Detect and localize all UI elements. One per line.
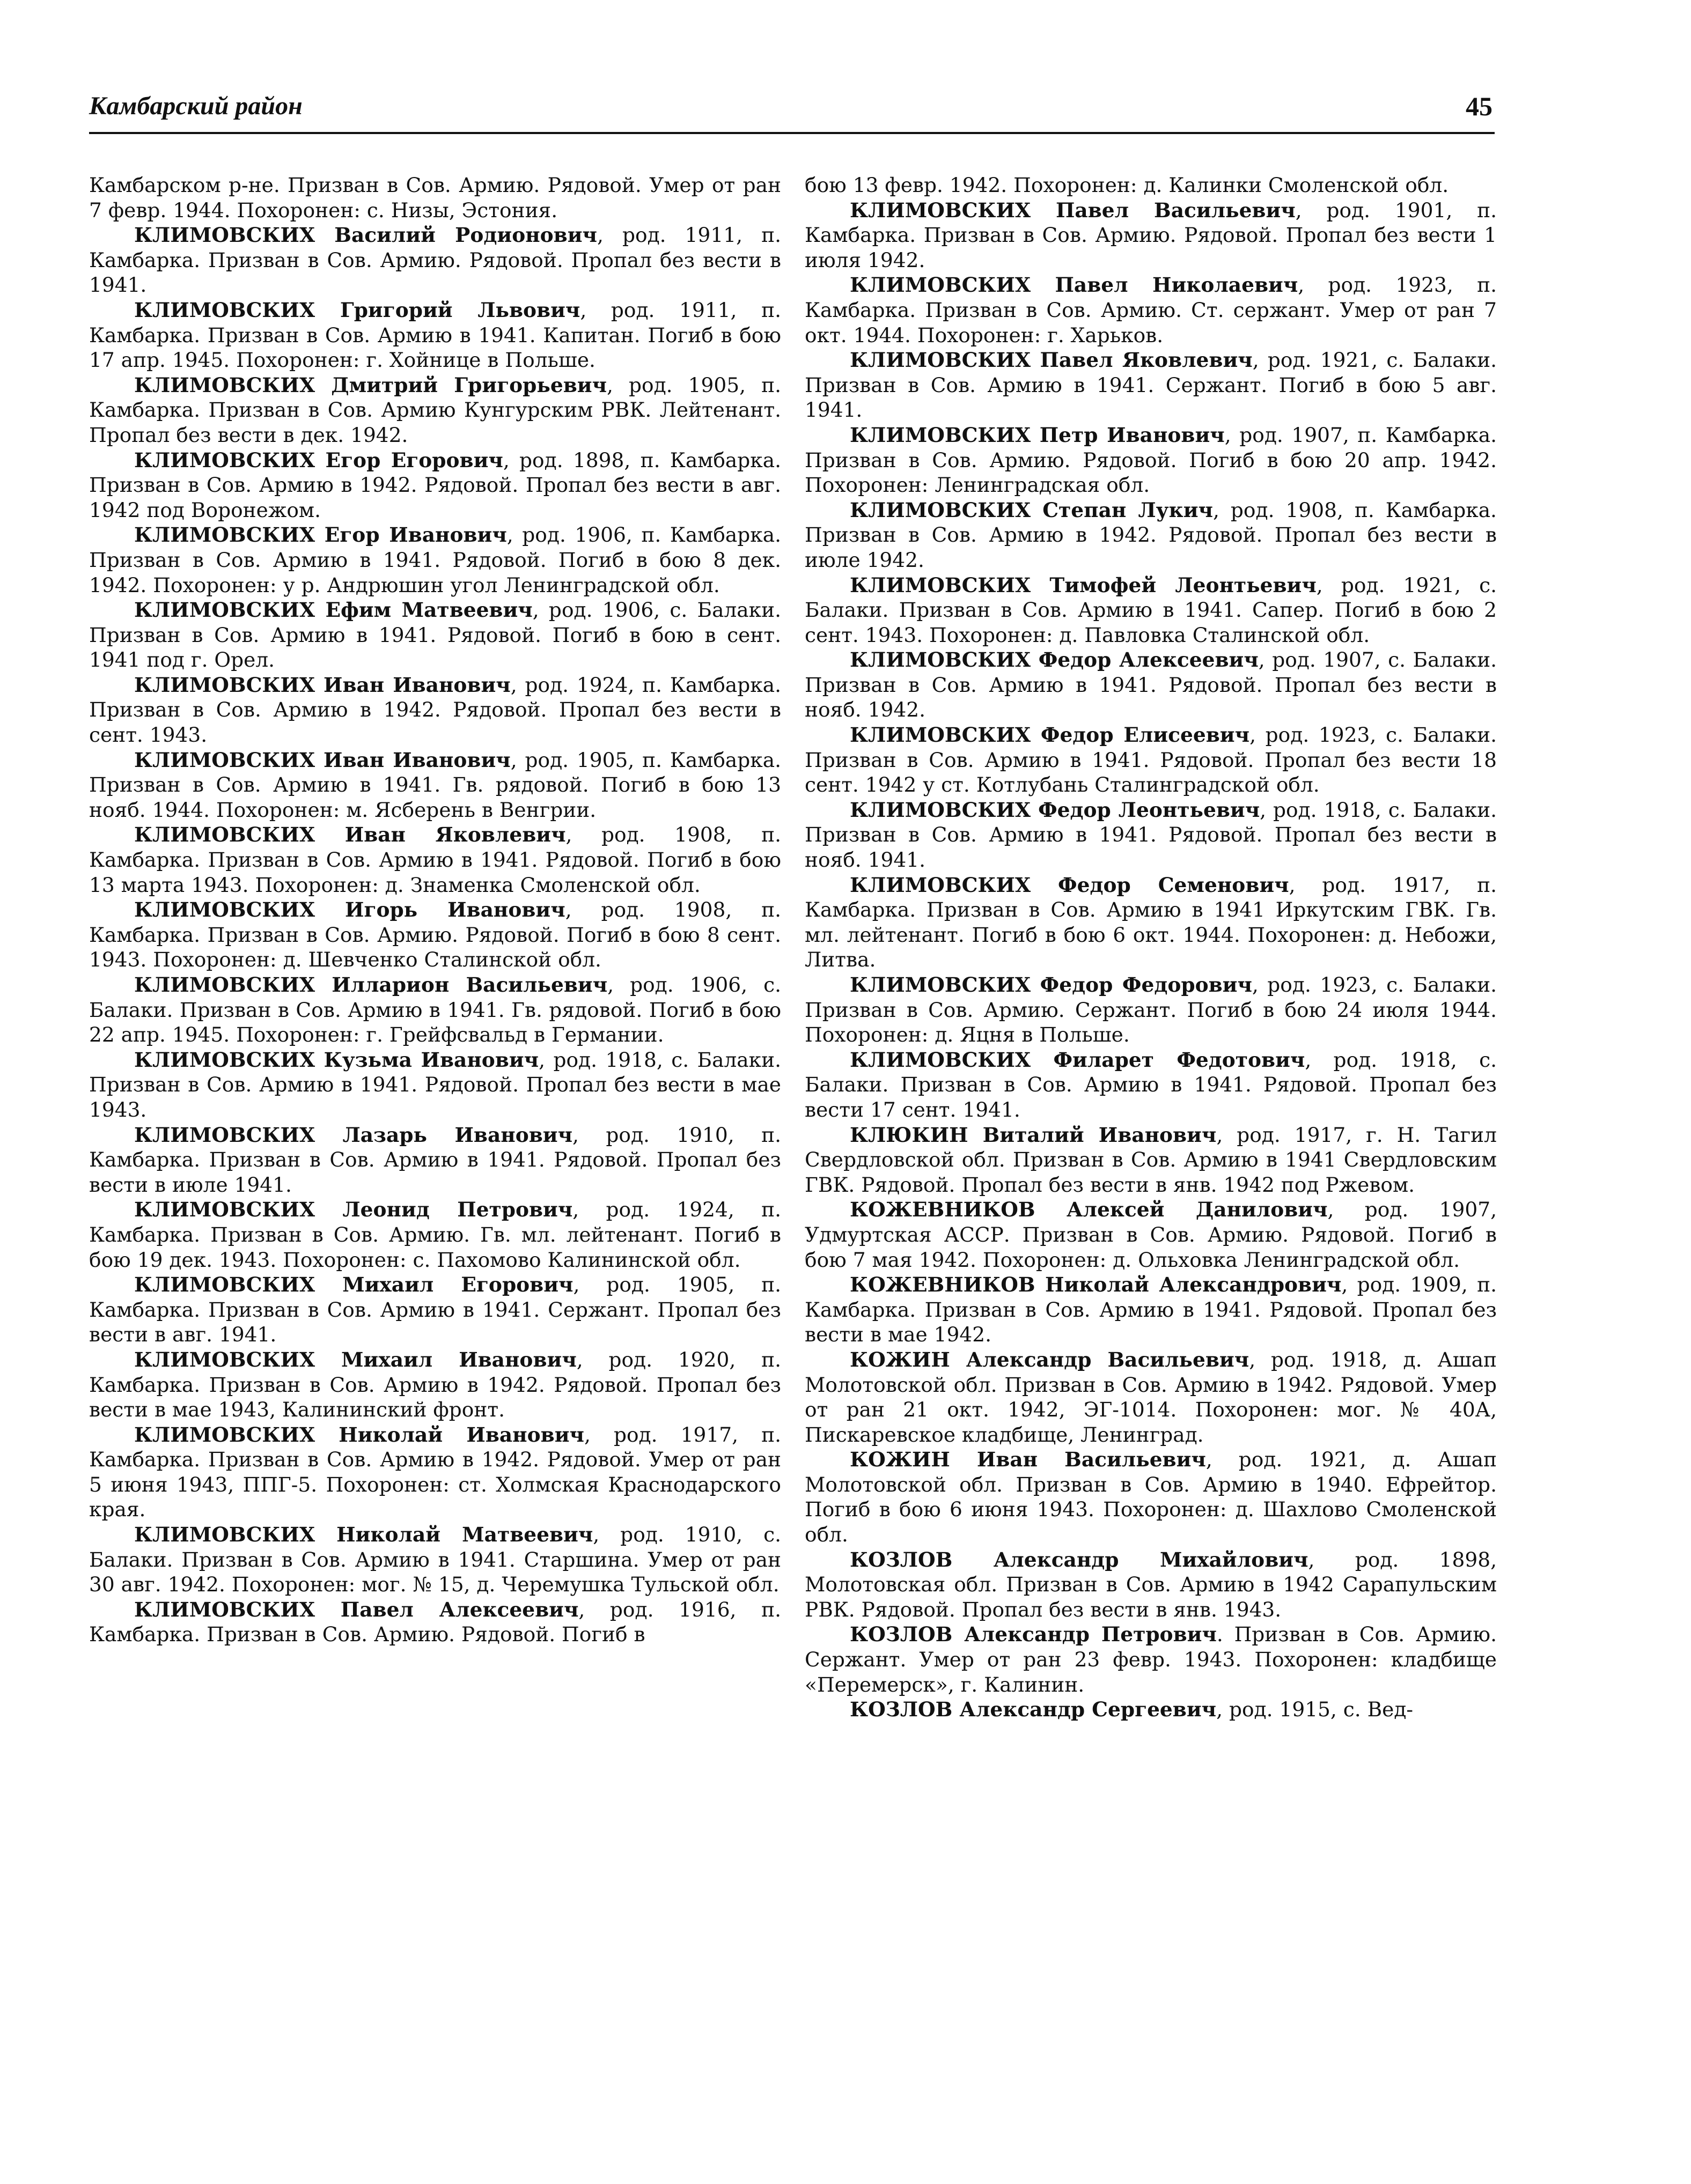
entry xyxy=(805,1272,1497,1347)
entry-text: , род. 1911, п. Камбарка. Призван в Сов. Армию. Рядовой. Пропал без вести в 1941. xyxy=(89,223,782,297)
entry-text: бою 13 февр. 1942. Похоронен: д. Калинки Смоленской обл. xyxy=(805,173,1449,197)
entry-name: КЛИМОВСКИХ Федор Федорович xyxy=(850,973,1252,997)
entry-text: , род. 1905, п. Камбарка. Призван в Сов. Армию в 1941. Сержант. Пропал без вести в авг. 1941. xyxy=(89,1273,781,1347)
entry xyxy=(89,1123,781,1198)
entry-text: Камбарском р-не. Призван в Сов. Армию. Рядовой. Умер от ран 7 февр. 1944. Похоронен: с. Низы, Эстония. xyxy=(89,173,781,222)
entry xyxy=(805,722,1497,798)
entry-text: , род. 1906, с. Балаки. Призван в Сов. Армию в 1941. Гв. рядовой. Погиб в бою 22 апр. 1945. Похоронен: г. Грейфсвальд в Германии. xyxy=(89,973,781,1047)
entry-continuation xyxy=(805,173,1497,198)
entry xyxy=(89,1597,781,1647)
entry-text: , род. 1921, д. Ашап Молотовской обл. Призван в Сов. Армию в 1940. Ефрейтор. Погиб в бою 6 июня 1943. Похоронен: д. Шахлово Смоленской обл. xyxy=(805,1448,1497,1547)
entry-name: КЛИМОВСКИХ Федор Алексеевич xyxy=(850,648,1259,672)
entry-text: , род. 1907, с. Балаки. Призван в Сов. Армию в 1941. Рядовой. Пропал без вести в нояб. 1942. xyxy=(805,648,1497,722)
entry-name: КЛИМОВСКИХ Илларион Васильевич xyxy=(134,973,608,997)
entry-name: КЛИМОВСКИХ Дмитрий Григорьевич xyxy=(134,373,607,397)
right-column xyxy=(805,173,1497,1722)
entry xyxy=(805,1047,1497,1123)
entry xyxy=(805,498,1497,573)
entry-name: КЛИМОВСКИХ Ефим Матвеевич xyxy=(134,598,533,622)
entry-text: , род. 1923, с. Балаки. Призван в Сов. Армию. Сержант. Погиб в бою 24 июля 1944. Похоронен: д. Яцня в Польше. xyxy=(805,973,1497,1047)
entry xyxy=(89,448,781,523)
entry xyxy=(89,223,781,298)
entry xyxy=(89,373,781,448)
entry-name: КЛИМОВСКИХ Кузьма Иванович xyxy=(134,1047,539,1072)
entry xyxy=(805,1697,1497,1722)
entry-text: , род. 1898, п. Камбарка. Призван в Сов. Армию в 1942. Рядовой. Пропал без вести в авг. 1942 под Воронежом. xyxy=(89,448,781,522)
entry xyxy=(89,1197,781,1272)
entry-name: КЛИМОВСКИХ Петр Иванович xyxy=(850,423,1225,447)
entry-text: , род. 1907, Удмуртская АССР. Призван в Сов. Армию. Рядовой. Погиб в бою 7 мая 1942. Похоронен: д. Ольховка Ленинградской обл. xyxy=(805,1198,1497,1272)
entry-text: , род. 1909, п. Камбарка. Призван в Сов. Армию в 1941. Рядовой. Пропал без вести в мае 1942. xyxy=(805,1273,1497,1347)
entry-name: КЛИМОВСКИХ Егор Иванович xyxy=(134,523,507,547)
entry-text: , род. 1917, п. Камбарка. Призван в Сов. Армию в 1942. Рядовой. Умер от ран 5 июня 1943, ППГ-5. Похоронен: ст. Холмская Краснодарского края. xyxy=(89,1422,782,1522)
entry-name: КЛИМОВСКИХ Лазарь Иванович xyxy=(134,1123,573,1147)
entry-text: , род. 1921, с. Балаки. Призван в Сов. Армию в 1941. Сапер. Погиб в бою 2 сент. 1943. Похоронен: д. Павловка Сталинской обл. xyxy=(805,573,1497,647)
entry-text: , род. 1907, п. Камбарка. Призван в Сов. Армию. Рядовой. Погиб в бою 20 апр. 1942. Похоронен: Ленинградская обл. xyxy=(805,423,1497,497)
entry-name: КЛЮКИН Виталий Иванович xyxy=(850,1123,1217,1147)
entry-text: , род. 1906, с. Балаки. Призван в Сов. Армию в 1941. Рядовой. Погиб в бою в сент. 1941 под г. Орел. xyxy=(89,598,781,672)
entry xyxy=(89,1047,781,1123)
entry-name: КОЖИН Александр Васильевич xyxy=(850,1347,1249,1371)
entry-name: КЛИМОВСКИХ Федор Елисеевич xyxy=(850,723,1250,747)
entry-name: КЛИМОВСКИХ Михаил Иванович xyxy=(134,1347,577,1371)
entry-text: , род. 1906, п. Камбарка. Призван в Сов. Армию в 1941. Рядовой. Погиб в бою 8 дек. 1942. Похоронен: у р. Андрюшин угол Ленинградской обл. xyxy=(89,523,781,597)
entry-name: КЛИМОВСКИХ Иван Иванович xyxy=(134,748,511,772)
entry-name: КЛИМОВСКИХ Николай Матвеевич xyxy=(134,1523,593,1547)
entry-name: КОЖЕВНИКОВ Николай Александрович xyxy=(850,1273,1342,1297)
entry-text: , род. 1910, с. Балаки. Призван в Сов. Армию в 1941. Старшина. Умер от ран 30 авг. 1942. Похоронен: мог. № 15, д. Черемушка Тульской обл. xyxy=(89,1523,781,1597)
running-title: Камбарский район xyxy=(89,92,303,120)
entry xyxy=(89,748,781,823)
entry xyxy=(89,522,781,597)
entry-text: , род. 1908, п. Камбарка. Призван в Сов. Армию в 1941. Рядовой. Погиб в бою 13 марта 1943. Похоронен: д. Знаменка Смоленской обл. xyxy=(89,823,781,897)
entry-name: КЛИМОВСКИХ Леонид Петрович xyxy=(134,1198,573,1222)
entry-name: КОЗЛОВ Александр Михайлович xyxy=(850,1547,1308,1571)
entry-name: КЛИМОВСКИХ Федор Леонтьевич xyxy=(850,798,1260,822)
entry-text: , род. 1918, с. Балаки. Призван в Сов. Армию в 1941. Рядовой. Пропал без вести в нояб. 1941. xyxy=(805,798,1497,872)
entry-name: КЛИМОВСКИХ Павел Николаевич xyxy=(850,273,1298,297)
entry-text: , род. 1918, д. Ашап Молотовской обл. Призван в Сов. Армию в 1942. Рядовой. Умер от ран 21 окт. 1942, ЭГ-1014. Похоронен: мог. № 40А, Пискаревское кладбище, Ленинград. xyxy=(805,1347,1497,1447)
entry-name: КЛИМОВСКИХ Михаил Егорович xyxy=(134,1273,574,1297)
entry-text: , род. 1910, п. Камбарка. Призван в Сов. Армию в 1941. Рядовой. Пропал без вести в июле 1941. xyxy=(89,1123,781,1197)
entry-text: , род. 1911, п. Камбарка. Призван в Сов. Армию в 1941. Капитан. Погиб в бою 17 апр. 1945. Похоронен: г. Хойнице в Польше. xyxy=(89,298,781,372)
entry-name: КЛИМОВСКИХ Федор Семенович xyxy=(850,873,1289,897)
left-column xyxy=(89,173,781,1647)
entry xyxy=(805,972,1497,1047)
entry xyxy=(89,1522,781,1597)
entry-text: , род. 1908, п. Камбарка. Призван в Сов. Армию. Рядовой. Погиб в бою 8 сент. 1943. Похоронен: д. Шевченко Сталинской обл. xyxy=(89,898,781,972)
entry xyxy=(89,1347,781,1422)
entry-name: КЛИМОВСКИХ Тимофей Леонтьевич xyxy=(850,573,1317,597)
entry xyxy=(805,1547,1497,1622)
header-rule xyxy=(89,132,1495,134)
entry xyxy=(805,647,1497,722)
entry-name: КЛИМОВСКИХ Иван Иванович xyxy=(134,673,511,697)
entry-text: , род. 1905, п. Камбарка. Призван в Сов. Армию в 1941. Гв. рядовой. Погиб в бою 13 нояб. 1944. Похоронен: м. Ясберень в Венгрии. xyxy=(89,748,782,822)
entry-name: КЛИМОВСКИХ Павел Яковлевич xyxy=(850,348,1253,372)
page-header xyxy=(89,90,1493,133)
entry xyxy=(805,798,1497,873)
entry-name: КЛИМОВСКИХ Филарет Федотович xyxy=(850,1047,1305,1072)
entry xyxy=(805,873,1497,972)
entry xyxy=(805,348,1497,423)
entry-name: КЛИМОВСКИХ Игорь Иванович xyxy=(134,898,565,922)
entry xyxy=(805,1197,1497,1272)
entry xyxy=(89,673,781,748)
entry-text: , род. 1916, п. Камбарка. Призван в Сов. Армию. Рядовой. Погиб в xyxy=(89,1597,782,1647)
entry xyxy=(89,298,781,373)
entry-name: КЛИМОВСКИХ Егор Егорович xyxy=(134,448,503,472)
entry-name: КЛИМОВСКИХ Степан Лукич xyxy=(850,498,1213,522)
entry-name: КОЖЕВНИКОВ Алексей Данилович xyxy=(850,1198,1328,1222)
entry-text: , род. 1915, с. Вед- xyxy=(1216,1698,1414,1722)
entry-name: КОЗЛОВ Александр Петрович xyxy=(850,1622,1217,1647)
entry-name: КОЗЛОВ Александр Сергеевич xyxy=(850,1698,1217,1722)
entry-text: , род. 1923, с. Балаки. Призван в Сов. Армию в 1941. Рядовой. Пропал без вести 18 сент. 1942 у ст. Котлубань Сталинградской обл. xyxy=(805,723,1497,797)
entry-text: , род. 1923, п. Камбарка. Призван в Сов. Армию. Ст. сержант. Умер от ран 7 окт. 1944. Похоронен: г. Харьков. xyxy=(805,273,1497,347)
entry-text: , род. 1905, п. Камбарка. Призван в Сов. Армию Кунгурским РВК. Лейтенант. Пропал без вести в дек. 1942. xyxy=(89,373,781,447)
entry-text: , род. 1918, с. Балаки. Призван в Сов. Армию в 1941. Рядовой. Пропал без вести в мае 1943. xyxy=(89,1047,782,1121)
entry-name: КОЖИН Иван Васильевич xyxy=(850,1448,1206,1472)
entry xyxy=(805,1347,1497,1447)
entry-text: , род. 1924, п. Камбарка. Призван в Сов. Армию в 1942. Рядовой. Пропал без вести в сент. 1943. xyxy=(89,673,782,747)
entry xyxy=(805,573,1497,648)
entry-text: , род. 1917, г. Н. Тагил Свердловской обл. Призван в Сов. Армию в 1941 Свердловским ГВК. Рядовой. Пропал без вести в янв. 1942 под Ржевом. xyxy=(805,1123,1497,1197)
entry-text: . Призван в Сов. Армию. Сержант. Умер от ран 23 февр. 1943. Похоронен: кладбище «Перемерск», г. Калинин. xyxy=(805,1622,1497,1696)
entry xyxy=(89,1272,781,1347)
entry xyxy=(89,897,781,972)
entry-text: , род. 1901, п. Камбарка. Призван в Сов. Армию. Рядовой. Пропал без вести 1 июля 1942. xyxy=(805,198,1497,272)
entry-text: , род. 1918, с. Балаки. Призван в Сов. Армию в 1941. Рядовой. Пропал без вести 17 сент. 1941. xyxy=(805,1047,1497,1121)
entry xyxy=(805,423,1497,498)
entry xyxy=(89,1422,781,1522)
entry xyxy=(89,972,781,1047)
entry-name: КЛИМОВСКИХ Павел Васильевич xyxy=(850,198,1296,222)
entry xyxy=(89,597,781,673)
entry-text: , род. 1898, Молотовская обл. Призван в Сов. Армию в 1942 Сарапульским РВК. Рядовой. Пропал без вести в янв. 1943. xyxy=(805,1547,1497,1621)
entry xyxy=(805,1123,1497,1198)
entry-name: КЛИМОВСКИХ Григорий Львович xyxy=(134,298,580,322)
entry-text: , род. 1924, п. Камбарка. Призван в Сов. Армию. Гв. мл. лейтенант. Погиб в бою 19 дек. 1943. Похоронен: с. Пахомово Калининской обл. xyxy=(89,1198,782,1272)
entry-name: КЛИМОВСКИХ Василий Родионович xyxy=(134,223,597,247)
entry xyxy=(805,1447,1497,1547)
entry xyxy=(805,1622,1497,1697)
entry-text: , род. 1908, п. Камбарка. Призван в Сов. Армию в 1942. Рядовой. Пропал без вести в июле 1942. xyxy=(805,498,1497,572)
entry xyxy=(805,198,1497,273)
entry xyxy=(805,272,1497,348)
entry-text: , род. 1917, п. Камбарка. Призван в Сов. Армию в 1941 Иркутским ГВК. Гв. мл. лейтенант. Погиб в бою 6 окт. 1944. Похоронен: д. Небожи, Литва. xyxy=(805,873,1497,972)
entry-text: , род. 1921, с. Балаки. Призван в Сов. Армию в 1941. Сержант. Погиб в бою 5 авг. 1941. xyxy=(805,348,1497,422)
entry-text: , род. 1920, п. Камбарка. Призван в Сов. Армию в 1942. Рядовой. Пропал без вести в мае 1943, Калининский фронт. xyxy=(89,1347,781,1422)
page-number: 45 xyxy=(1466,91,1493,121)
entry-continuation xyxy=(89,173,781,223)
entry-name: КЛИМОВСКИХ Иван Яковлевич xyxy=(134,823,566,847)
entry-name: КЛИМОВСКИХ Николай Иванович xyxy=(134,1422,584,1447)
entry xyxy=(89,822,781,897)
entry-name: КЛИМОВСКИХ Павел Алексеевич xyxy=(134,1597,579,1621)
